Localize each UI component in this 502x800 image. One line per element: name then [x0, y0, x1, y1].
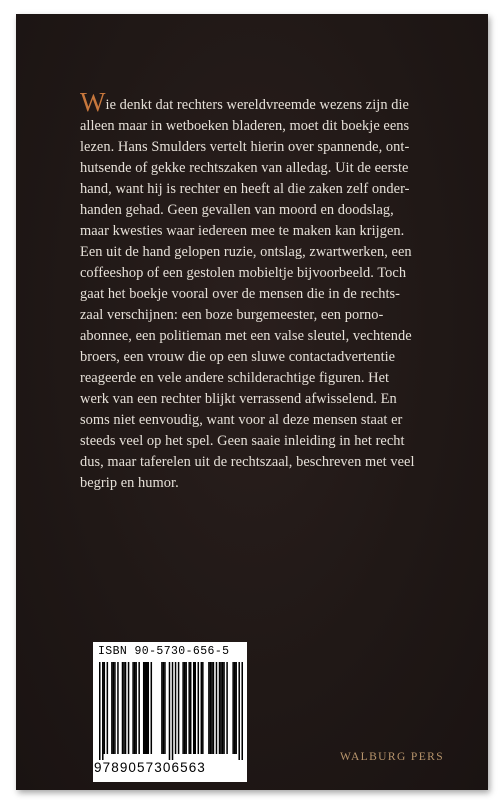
- barcode-bar: [113, 662, 115, 754]
- barcode-bar: [220, 662, 222, 754]
- barcode-bar: [132, 662, 134, 754]
- blurb-line-text: ie denkt dat rechters wereldvreemde wezens zijn die: [105, 97, 409, 113]
- barcode-bar: [226, 662, 228, 754]
- barcode-bar: [222, 662, 224, 754]
- barcode-bar: [99, 662, 101, 760]
- barcode-bar: [216, 662, 218, 754]
- barcode-bar: [238, 662, 240, 760]
- barcode-bar: [163, 662, 165, 754]
- barcode-bar: [161, 662, 163, 754]
- blurb-line: maar kwesties waar iedereen mee te maken kan krijgen.: [80, 223, 405, 239]
- barcode-bar: [104, 662, 106, 754]
- blurb-line: hutsende of gekke rechtszaken van alledag. Uit de eerste: [80, 160, 409, 176]
- barcode-bar: [143, 662, 145, 754]
- barcode-bar: [213, 662, 215, 754]
- barcode-bar: [208, 662, 210, 754]
- barcode-bar: [148, 662, 150, 754]
- barcode-bar: [241, 662, 243, 760]
- barcode-bar: [134, 662, 136, 754]
- blurb-line-1: [80, 87, 458, 117]
- barcode-bar: [210, 662, 212, 754]
- barcode-bar: [201, 662, 203, 754]
- blurb-line: reageerde en vele andere schilderachtige figuren. Het: [80, 370, 390, 386]
- ean-number: 9789057306563: [94, 760, 206, 775]
- barcode-bar: [223, 662, 225, 754]
- barcode-bar: [169, 662, 171, 760]
- isbn-text: ISBN 90-5730-656-5: [98, 645, 230, 658]
- blurb-line: steeds veel op het spel. Geen saaie inleiding in het recht: [80, 433, 405, 449]
- barcode-bar: [193, 662, 195, 754]
- barcode-bar: [164, 662, 166, 754]
- blurb-line: lezen. Hans Smulders vertelt hierin over spannende, ont-: [80, 139, 410, 155]
- book-back-cover: [16, 14, 488, 790]
- barcode-bar: [151, 662, 153, 754]
- barcode-bar: [172, 662, 174, 760]
- blurb-line: abonnee, een politieman met een valse sleutel, vechtende: [80, 328, 412, 344]
- blurb-line: coffeeshop of een gestolen mobieltje bijvoorbeeld. Toch: [80, 265, 407, 281]
- barcode-box: [93, 642, 247, 782]
- barcode-bar: [111, 662, 113, 754]
- blurb-line: Een uit de hand gelopen ruzie, ontslag, zwartwerken, een: [80, 244, 412, 260]
- blurb-line: alleen maar in wetboeken bladeren, moet dit boekje eens: [80, 118, 410, 134]
- drop-cap: W: [80, 87, 106, 117]
- barcode-bar: [202, 662, 204, 754]
- blurb-line: werk van een rechter blijkt verrassend afwisselend. En: [80, 391, 397, 407]
- barcode-bar: [117, 662, 119, 754]
- barcode-bar: [235, 662, 237, 754]
- publisher-logo: WALBURG PERS: [340, 751, 445, 763]
- barcode-bar: [128, 662, 130, 754]
- barcode-bar: [188, 662, 190, 754]
- barcode-bar: [138, 662, 140, 754]
- blurb-line: handen gehad. Geen gevallen van moord en doodslag,: [80, 202, 394, 218]
- barcode-bar: [232, 662, 234, 754]
- blurb-line: begrip en humor.: [80, 475, 179, 491]
- barcode-bar: [182, 662, 184, 754]
- barcode-bar: [144, 662, 146, 754]
- barcode-bar: [211, 662, 213, 754]
- barcode-bar: [123, 662, 125, 754]
- barcode-bar: [146, 662, 148, 754]
- barcode-bar: [198, 662, 200, 754]
- blurb-line: gaat het boekje vooral over de mensen die in de rechts-: [80, 286, 401, 302]
- barcode-bar: [184, 662, 186, 754]
- blurb-line: zaal verschijnen: een boze burgemeester, een porno-: [80, 307, 384, 323]
- barcode-bar: [190, 662, 192, 754]
- barcode-bar: [122, 662, 124, 754]
- barcode-bar: [107, 662, 109, 754]
- barcode-bars: [99, 662, 243, 760]
- blurb-line: dus, maar taferelen uit de rechtszaal, beschreven met veel: [80, 454, 415, 470]
- barcode-bar: [102, 662, 104, 760]
- barcode-bar: [114, 662, 116, 754]
- blurb-line: hand, want hij is rechter en heeft al die zaken zelf onder-: [80, 181, 410, 197]
- barcode-bar: [185, 662, 187, 754]
- barcode-bar: [234, 662, 236, 754]
- barcode-bar: [178, 662, 180, 754]
- blurb-line: broers, een vrouw die op een sluwe contactadvertentie: [80, 349, 396, 365]
- barcode-bar: [125, 662, 127, 754]
- barcode-bar: [175, 662, 177, 754]
- blurb-line: soms niet eenvoudig, want voor al deze mensen staat er: [80, 412, 403, 428]
- barcode-bar: [219, 662, 221, 754]
- barcode-bar: [135, 662, 137, 754]
- barcode-bar: [194, 662, 196, 754]
- blurb-text: [80, 87, 458, 494]
